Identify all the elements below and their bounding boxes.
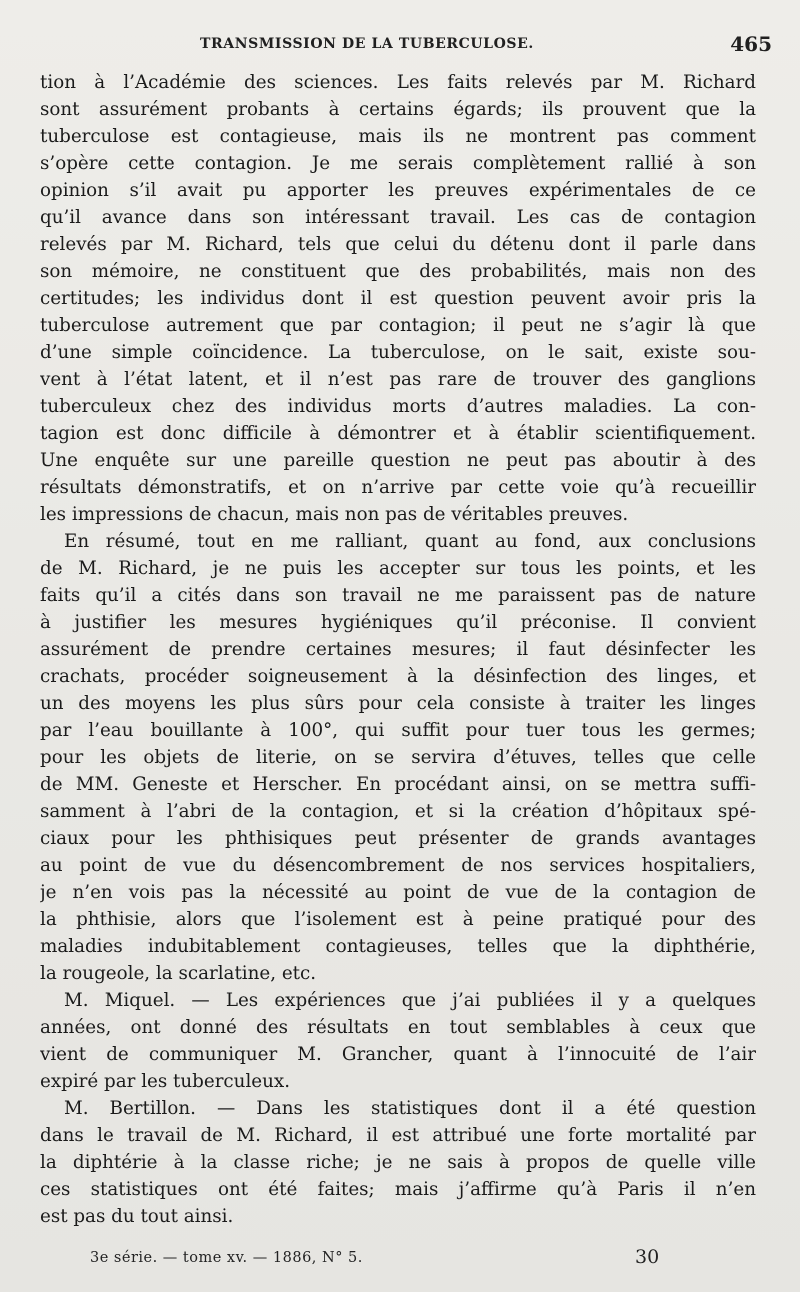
text-line: un des moyens les plus sûrs pour cela consiste à traiter les linges — [40, 693, 756, 714]
text-line: les impressions de chacun, mais non pas de véritables preuves. — [40, 504, 629, 525]
text-line: expiré par les tuberculeux. — [40, 1071, 291, 1092]
text-line: M. Bertillon. — Dans les statistiques dont il a été question — [64, 1098, 756, 1119]
text-line: samment à l’abri de la contagion, et si la création d’hôpitaux spé- — [40, 801, 756, 822]
text-line: certitudes; les individus dont il est question peuvent avoir pris la — [40, 288, 756, 309]
text-line: d’une simple coïncidence. La tuberculose, on le sait, existe sou- — [40, 342, 756, 363]
sheet-number: 30 — [635, 1246, 660, 1268]
text-line: maladies indubitablement contagieuses, telles que la diphthérie, — [40, 936, 756, 957]
text-line: assurément de prendre certaines mesures; il faut désinfecter les — [40, 639, 756, 660]
page-footer — [90, 1246, 690, 1274]
text-line: crachats, procéder soigneusement à la désinfection des linges, et — [40, 666, 756, 687]
text-line: ces statistiques ont été faites; mais j’affirme qu’à Paris il n’en — [40, 1179, 756, 1200]
text-line: opinion s’il avait pu apporter les preuves expérimentales de ce — [40, 180, 756, 201]
text-line: la diphtérie à la classe riche; je ne sais à propos de quelle ville — [40, 1152, 756, 1173]
text-line: tuberculeux chez des individus morts d’autres maladies. La con- — [40, 396, 756, 417]
text-line: relevés par M. Richard, tels que celui du détenu dont il parle dans — [40, 234, 756, 255]
text-line: vient de communiquer M. Grancher, quant à l’innocuité de l’air — [40, 1044, 756, 1065]
text-line: je n’en vois pas la nécessité au point de vue de la contagion de — [40, 882, 756, 903]
text-line: tuberculose est contagieuse, mais ils ne montrent pas comment — [40, 126, 756, 147]
text-line: au point de vue du désencombrement de nos services hospitaliers, — [40, 855, 756, 876]
text-line: de M. Richard, je ne puis les accepter sur tous les points, et les — [40, 558, 756, 579]
text-line: résultats démonstratifs, et on n’arrive par cette voie qu’à recueillir — [40, 477, 756, 498]
body-text — [40, 69, 756, 1230]
text-line: de MM. Geneste et Herscher. En procédant ainsi, on se mettra suffi- — [40, 774, 756, 795]
text-line: à justifier les mesures hygiéniques qu’il préconise. Il convient — [40, 612, 756, 633]
text-line: M. Miquel. — Les expériences que j’ai publiées il y a quelques — [64, 990, 756, 1011]
text-line: par l’eau bouillante à 100°, qui suffit pour tuer tous les germes; — [40, 720, 756, 741]
text-line: sont assurément probants à certains égards; ils prouvent que la — [40, 99, 756, 120]
text-line: s’opère cette contagion. Je me serais complètement rallié à son — [40, 153, 756, 174]
text-line: pour les objets de literie, on se servira d’étuves, telles que celle — [40, 747, 756, 768]
text-line: la phthisie, alors que l’isolement est à peine pratiqué pour des — [40, 909, 756, 930]
text-line: tion à l’Académie des sciences. Les faits relevés par M. Richard — [40, 72, 756, 93]
text-line: dans le travail de M. Richard, il est attribué une forte mortalité par — [40, 1125, 756, 1146]
text-line: En résumé, tout en me ralliant, quant au fond, aux conclusions — [64, 531, 756, 552]
text-line: tagion est donc difficile à démontrer et à établir scientifiquement. — [40, 423, 756, 444]
text-line: la rougeole, la scarlatine, etc. — [40, 963, 317, 984]
text-line: qu’il avance dans son intéressant travail. Les cas de contagion — [40, 207, 756, 228]
text-line: vent à l’état latent, et il n’est pas rare de trouver des ganglions — [40, 369, 756, 390]
running-header — [40, 30, 772, 60]
page-number: 465 — [730, 32, 772, 56]
text-line: faits qu’il a cités dans son travail ne me paraissent pas de nature — [40, 585, 756, 606]
running-title: TRANSMISSION DE LA TUBERCULOSE. — [200, 36, 534, 52]
series-info: 3e série. — tome xv. — 1886, N° 5. — [90, 1250, 363, 1266]
text-line: ciaux pour les phthisiques peut présenter de grands avantages — [40, 828, 756, 849]
text-line: tuberculose autrement que par contagion; il peut ne s’agir là que — [40, 315, 756, 336]
text-line: est pas du tout ainsi. — [40, 1206, 234, 1227]
text-line: années, ont donné des résultats en tout semblables à ceux que — [40, 1017, 756, 1038]
text-line: Une enquête sur une pareille question ne peut pas aboutir à des — [40, 450, 756, 471]
text-line: son mémoire, ne constituent que des probabilités, mais non des — [40, 261, 756, 282]
